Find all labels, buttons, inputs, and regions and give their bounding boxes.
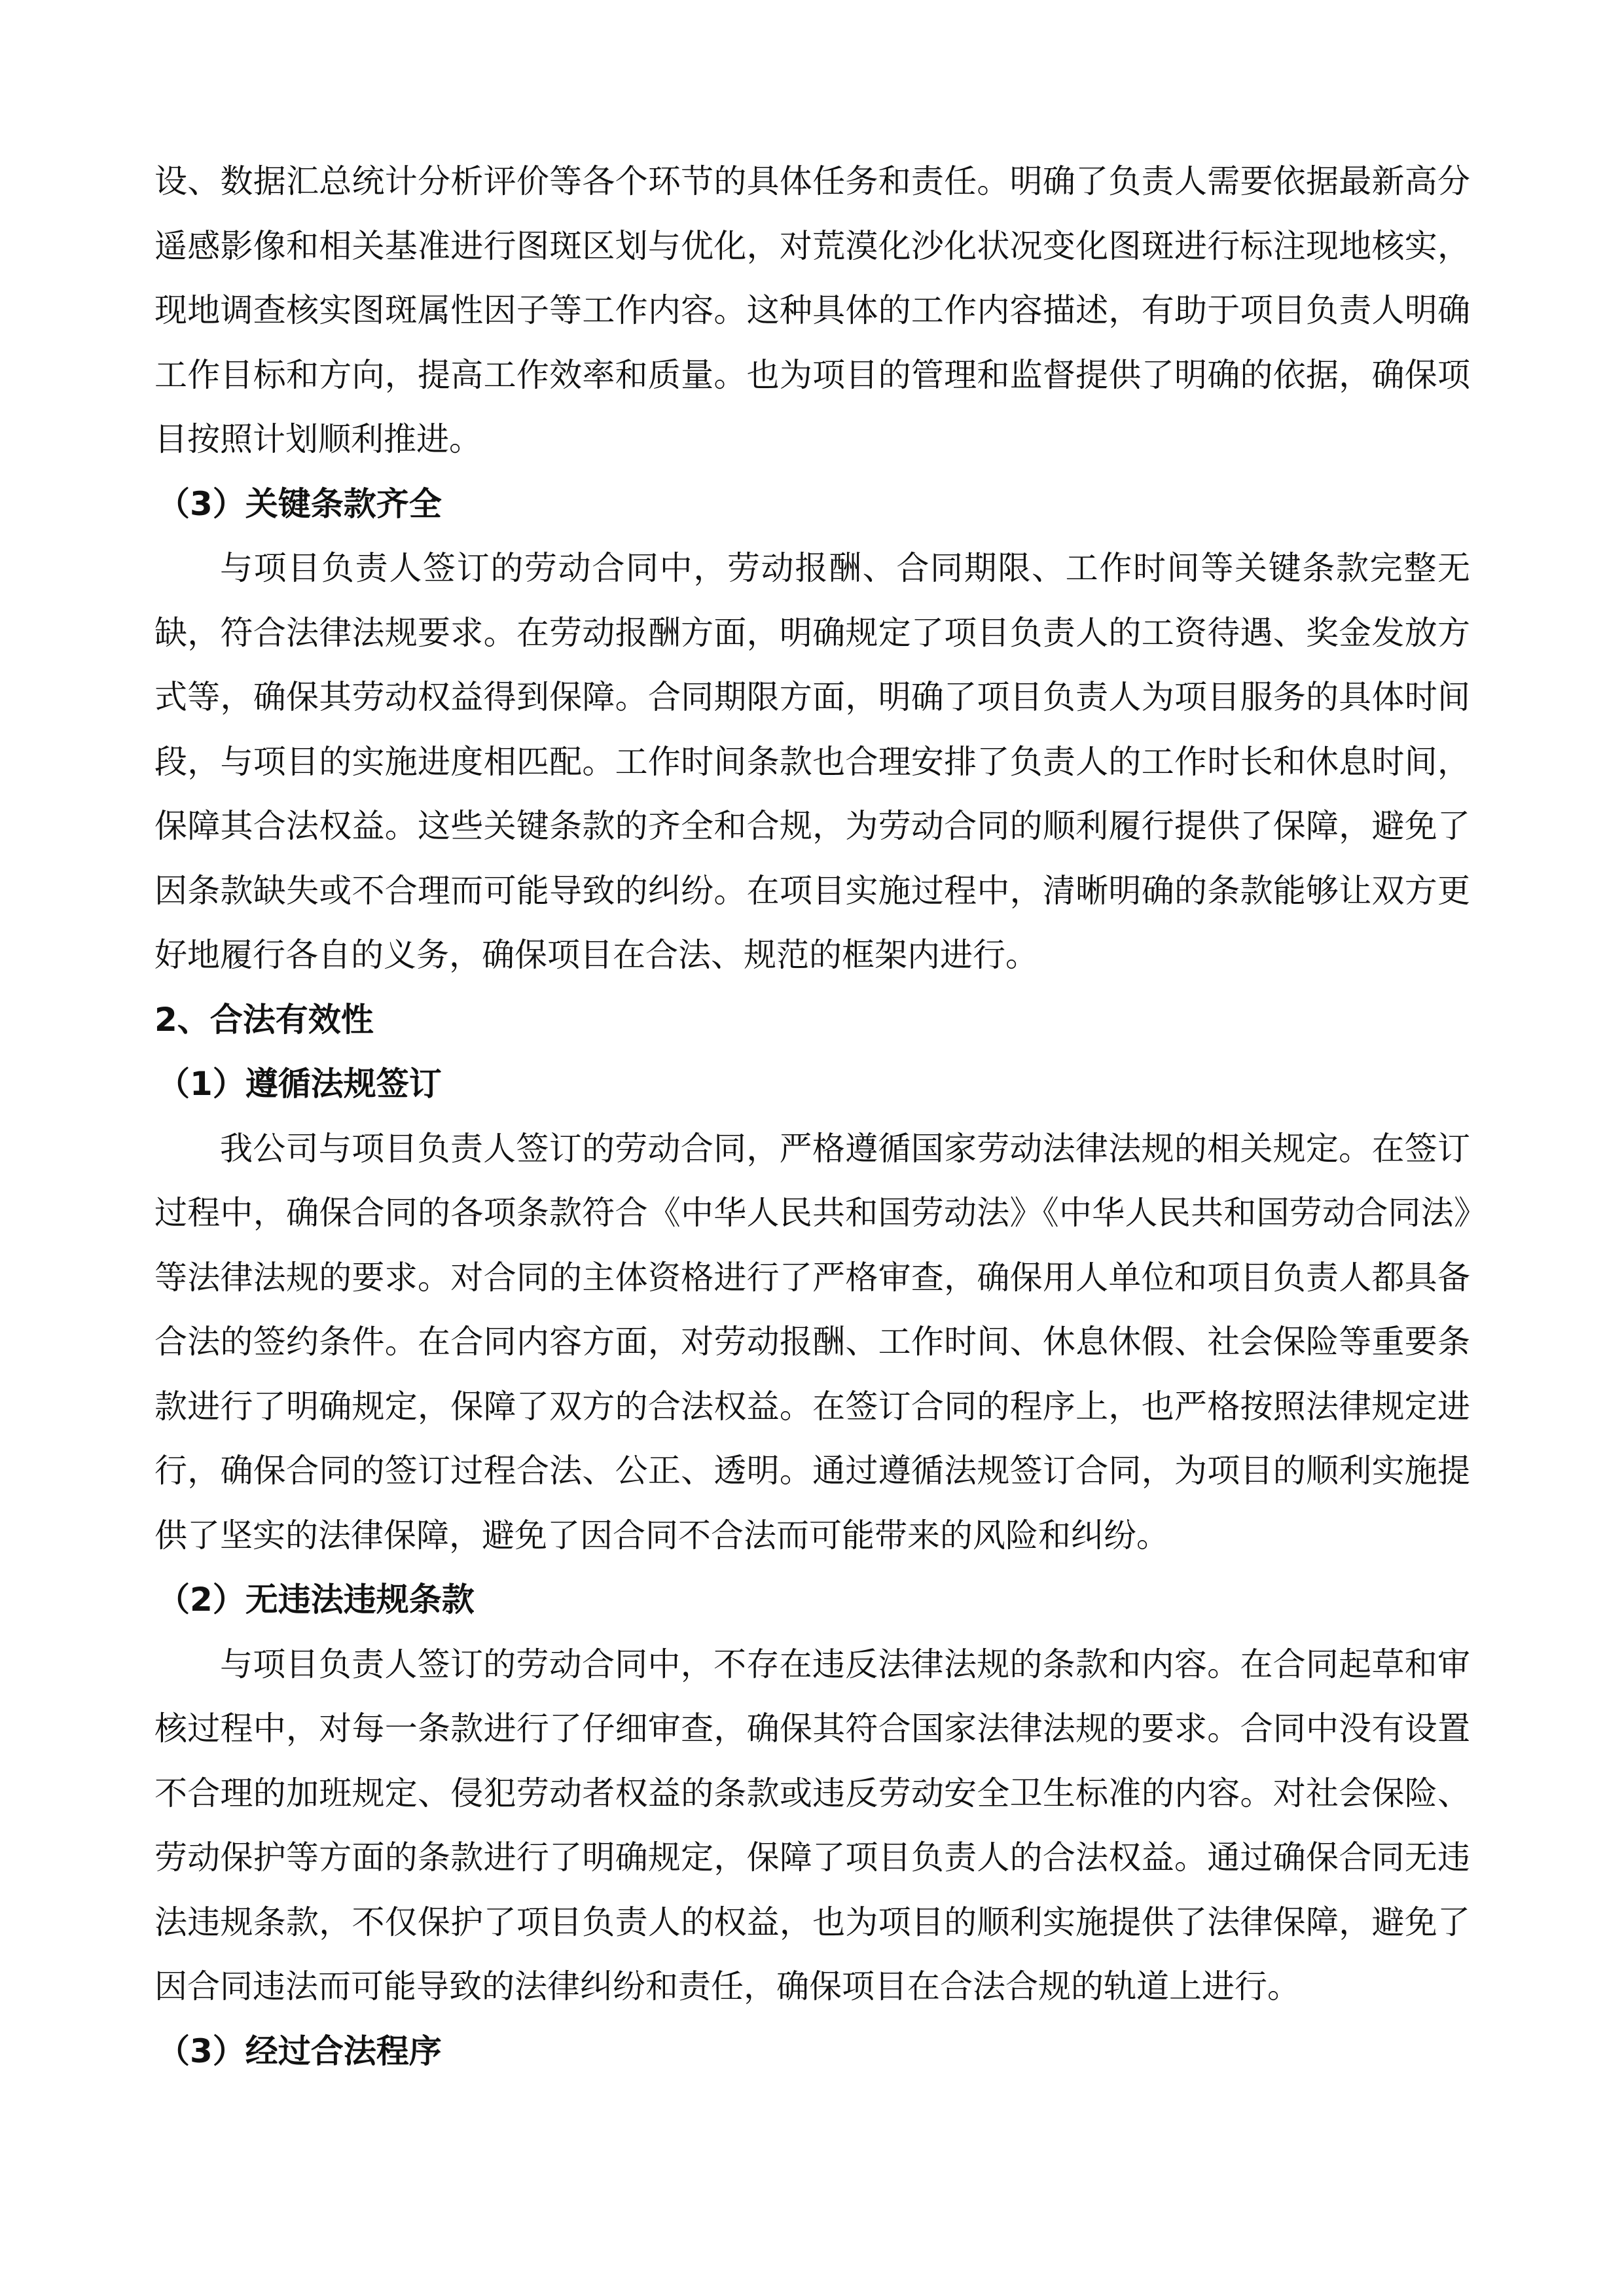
paragraph-work-content: 设、数据汇总统计分析评价等各个环节的具体任务和责任。明确了负责人需要依据最新高分遥感影像和相关基准进行图斑区划与优化，对荒漠化沙化状况变化图斑进行标注现地核实，现地调查核实图斑属性因子等工作内容。这种具体的工作内容描述，有助于项目负责人明确工作目标和方向，提高工作效率和质量。也为项目的管理和监督提供了明确的依据，确保项目按照计划顺利推进。 [154, 162, 1470, 458]
heading-legal-validity: 2、合法有效性 [154, 1000, 374, 1039]
paragraph-key-clauses: 与项目负责人签订的劳动合同中，劳动报酬、合同期限、工作时间等关键条款完整无缺，符合法律法规要求。在劳动报酬方面，明确规定了项目负责人的工资待遇、奖金发放方式等，确保其劳动权益得到保障。合同期限方面，明确了项目负责人为项目服务的具体时间段，与项目的实施进度相匹配。工作时间条款也合理安排了负责人的工作时长和休息时间，保障其合法权益。这些关键条款的齐全和合规，为劳动合同的顺利履行提供了保障，避免了因条款缺失或不合理而可能导致的纠纷。在项目实施过程中，清晰明确的条款能够让双方更好地履行各自的义务，确保项目在合法、规范的框架内进行。 [154, 549, 1470, 974]
subheading-follow-regulations: （1）遵循法规签订 [157, 1065, 442, 1103]
subheading-key-clauses: （3）关键条款齐全 [157, 484, 442, 523]
document-body [154, 149, 1470, 2083]
paragraph-no-illegal-clauses: 与项目负责人签订的劳动合同中，不存在违反法律法规的条款和内容。在合同起草和审核过程中，对每一条款进行了仔细审查，确保其符合国家法律法规的要求。合同中没有设置不合理的加班规定、侵犯劳动者权益的条款或违反劳动安全卫生标准的内容。对社会保险、劳动保护等方面的条款进行了明确规定，保障了项目负责人的合法权益。通过确保合同无违法违规条款，不仅保护了项目负责人的权益，也为项目的顺利实施提供了法律保障，避免了因合同违法而可能导致的法律纠纷和责任，确保项目在合法合规的轨道上进行。 [154, 1645, 1470, 2005]
paragraph-follow-regulations: 我公司与项目负责人签订的劳动合同，严格遵循国家劳动法律法规的相关规定。在签订过程中，确保合同的各项条款符合《中华人民共和国劳动法》《中华人民共和国劳动合同法》等法律法规的要求。对合同的主体资格进行了严格审查，确保用人单位和项目负责人都具备合法的签约条件。在合同内容方面，对劳动报酬、工作时间、休息休假、社会保险等重要条款进行了明确规定，保障了双方的合法权益。在签订合同的程序上，也严格按照法律规定进行，确保合同的签订过程合法、公正、透明。通过遵循法规签订合同，为项目的顺利实施提供了坚实的法律保障，避免了因合同不合法而可能带来的风险和纠纷。 [154, 1129, 1470, 1554]
subheading-no-illegal-clauses: （2）无违法违规条款 [157, 1581, 475, 1619]
subheading-legal-procedure: （3）经过合法程序 [157, 2032, 442, 2070]
